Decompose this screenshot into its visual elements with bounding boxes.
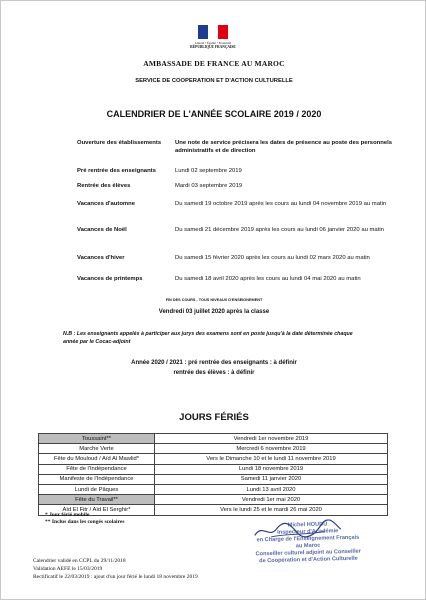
- logo-republic: RÉPUBLIQUE FRANÇAISE: [190, 45, 236, 49]
- holiday-name: Manifeste de l'Indépendance: [39, 474, 155, 484]
- flag-white-band: [208, 25, 218, 39]
- calendar-row-label: Pré rentrée des enseignants: [77, 168, 156, 174]
- handwritten-signature: [250, 519, 342, 541]
- next-year-teachers: Année 2020 / 2021 : pré rentrée des enseignants : à définir: [131, 360, 297, 366]
- stamp-line: de Coopération et d'Action Culturelle: [259, 555, 358, 565]
- holiday-date: Vers le lundi 25 et le mardi 26 mai 2020: [155, 505, 388, 515]
- calendar-row-value: Du samedi 18 avril 2020 après les cours au lundi 04 mai 2020 au matin: [175, 276, 361, 282]
- next-year-info: [1, 358, 426, 378]
- republique-francaise-logo: [187, 25, 239, 49]
- calendar-row-label: Vacances d'automne: [77, 201, 136, 207]
- end-of-classes-heading: FIN DES COURS - TOUS NIVEAUX D'ENSEIGNEMENT: [165, 298, 263, 302]
- holiday-name: Fête de l'Indépendance: [39, 464, 155, 474]
- stamp-line: Inspecteur d'Académie: [277, 528, 339, 536]
- holiday-row: [39, 495, 388, 505]
- calendar-row-label: Vacances de printemps: [77, 276, 143, 282]
- holiday-name: Aïd El Fitr / Aïd El Serghir*: [39, 505, 155, 515]
- flag-blue-band: [198, 25, 208, 39]
- end-of-classes-date: Vendredi 03 juillet 2020 après la classe: [158, 309, 270, 315]
- calendar-row-label: Vacances de Noël: [77, 227, 127, 233]
- holiday-row: [39, 454, 388, 464]
- official-stamp: [232, 520, 383, 566]
- holiday-row: [39, 474, 388, 484]
- calendar-row-label: Ouverture des établissements: [77, 140, 162, 146]
- holiday-date: Vendredi 1er mai 2020: [155, 495, 388, 505]
- holiday-date: Samedi 11 janvier 2020: [155, 474, 388, 484]
- holiday-row: [39, 464, 388, 474]
- calendar-row-value: Du samedi 19 octobre 2019 après les cours au lundi 04 novembre 2019 au matin: [175, 201, 387, 207]
- stamp-line: en Charge de l'Enseignement Français: [256, 534, 360, 544]
- french-flag-icon: [198, 25, 228, 39]
- calendar-row-value: Du samedi 15 février 2020 après les cours au lundi 02 mars 2020 au matin: [175, 255, 370, 261]
- stamp-line: Conseiller culturel adjoint au Conseiller: [255, 548, 362, 558]
- holiday-row: [39, 444, 388, 454]
- document-title: CALENDRIER DE L'ANNÉE SCOLAIRE 2019 / 2020: [106, 109, 322, 119]
- holiday-date: Lundi 18 novembre 2019: [155, 464, 388, 474]
- holiday-name: Fête du Mouloud / Aïd Al Mawlid*: [39, 454, 155, 464]
- calendar-row-label: Rentrée des élèves: [77, 183, 131, 189]
- calendar-row-value: Une note de service précisera les dates de présence au poste des personnels administratifs et de direction: [175, 140, 393, 154]
- holiday-name: Toussaint**: [39, 434, 155, 444]
- note-mobile: * Jour férié mobile: [45, 512, 90, 518]
- embassy-name: AMBASSADE DE FRANCE AU MAROC: [143, 59, 285, 68]
- holiday-date: Vendredi 1er novembre 2019: [155, 434, 388, 444]
- nb-note: N.B : Les enseignants appelés à participer aux jurys des examens sont en poste jusqu'à la date déterminée chaque année par le Cocac-adjoint: [63, 331, 353, 345]
- holiday-date: Vers le Dimanche 10 et le lundi 11 novembre 2019: [155, 454, 388, 464]
- calendar-row-value: Lundi 02 septembre 2019: [175, 168, 242, 174]
- calendar-row-label: Vacances d'hiver: [77, 255, 125, 261]
- holiday-name: Fête du Travail**: [39, 495, 155, 505]
- holidays-title: JOURS FÉRIÉS: [179, 412, 249, 423]
- logo-motto: Liberté • Égalité • Fraternité: [194, 41, 232, 45]
- stamp-line: Michel HOUDU: [287, 521, 328, 529]
- footer-line: Validation AEFE le 15/03/2019: [33, 566, 103, 572]
- service-name: SERVICE DE COOPERATION ET D'ACTION CULTURELLE: [135, 78, 293, 84]
- note-included: ** Inclus dans les congés scolaires: [45, 519, 125, 525]
- holiday-name: Lundi de Pâques: [39, 484, 155, 494]
- validation-footer: [33, 557, 198, 581]
- holiday-row: [39, 484, 388, 494]
- flag-red-band: [218, 25, 228, 39]
- footer-line: Rectificatif le 22/03/2019 : ajout d'un jour férié le lundi 18 novembre 2019: [33, 574, 198, 580]
- holidays-table: [38, 433, 388, 516]
- calendar-row-value: Mardi 03 septembre 2019: [175, 183, 243, 189]
- holiday-notes: [45, 512, 125, 526]
- holiday-name: Marche Verte: [39, 444, 155, 454]
- next-year-students: rentrée des élèves : à définir: [173, 370, 255, 376]
- stamp-line: au Maroc: [295, 542, 321, 550]
- calendar-row-value: Du samedi 21 décembre 2019 après les cours au lundi 06 janvier 2020 au matin: [175, 227, 384, 233]
- footer-line: Calendrier validé en CCPL du 29/11/2018: [33, 558, 126, 564]
- holiday-date: Lundi 13 avril 2020: [155, 484, 388, 494]
- holiday-date: Mercredi 6 novembre 2019: [155, 444, 388, 454]
- holiday-row: [39, 434, 388, 444]
